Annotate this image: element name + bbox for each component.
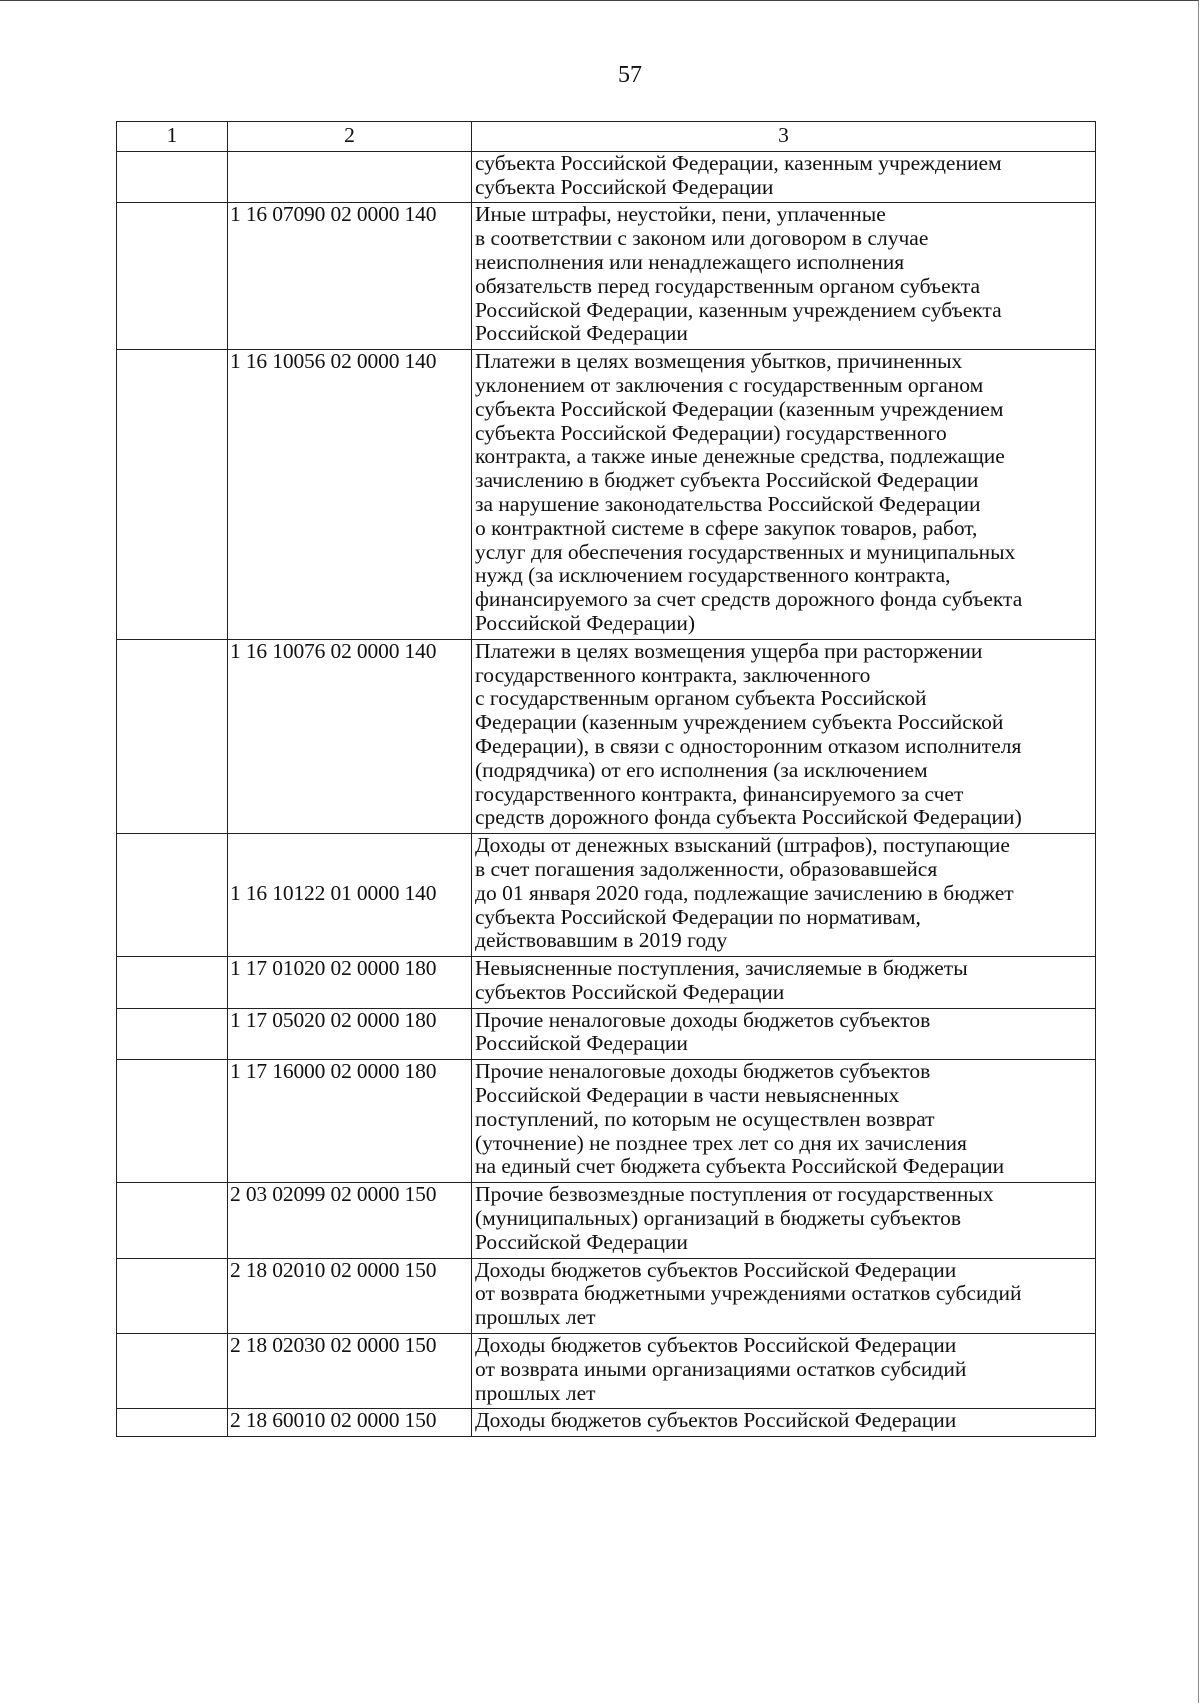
row-number-cell <box>117 1183 228 1258</box>
row-number-cell <box>117 350 228 640</box>
description-line: нужд (за исключением государственного контракта, <box>475 563 951 588</box>
table-row <box>117 1258 1096 1333</box>
description-line: в счет погашения задолженности, образовавшейся <box>475 856 938 881</box>
income-description-cell <box>472 1183 1096 1258</box>
budget-code-cell: 2 18 02010 02 0000 150 <box>228 1258 472 1333</box>
row-number-cell <box>117 834 228 957</box>
income-description-cell <box>472 1008 1096 1060</box>
table-row <box>117 639 1096 833</box>
table-header-row <box>117 122 1096 152</box>
description-line: (муниципальных) организаций в бюджеты субъектов <box>475 1206 962 1231</box>
budget-code-cell: 1 17 05020 02 0000 180 <box>228 1008 472 1060</box>
description-line: Иные штрафы, неустойки, пени, уплаченные <box>475 202 886 227</box>
table-row <box>117 834 1096 957</box>
row-number-cell <box>117 957 228 1009</box>
description-line: контракта, а также иные денежные средства, подлежащие <box>475 444 1005 469</box>
budget-code-cell: 2 18 60010 02 0000 150 <box>228 1409 472 1437</box>
row-number-cell <box>117 151 228 203</box>
description-line: в соответствии с законом или договором в случае <box>475 226 929 251</box>
table-body <box>117 151 1096 1436</box>
description-line: субъектов Российской Федерации <box>475 979 785 1004</box>
description-line: (подрядчика) от его исполнения (за исключением <box>475 757 928 782</box>
description-line: обязательств перед государственным органом субъекта <box>475 273 981 298</box>
income-description-cell <box>472 1258 1096 1333</box>
description-line: Федерации (казенным учреждением субъекта Российской <box>475 710 1004 735</box>
income-description-cell <box>472 834 1096 957</box>
budget-code-cell: 2 03 02099 02 0000 150 <box>228 1183 472 1258</box>
description-line: Российской Федерации, казенным учреждением субъекта <box>475 297 1002 322</box>
row-number-cell <box>117 1334 228 1409</box>
table-row <box>117 151 1096 203</box>
description-line: субъекта Российской Федерации) государственного <box>475 420 947 445</box>
row-number-cell <box>117 1008 228 1060</box>
description-line: действовавшим в 2019 году <box>475 928 728 953</box>
description-line: до 01 января 2020 года, подлежащие зачислению в бюджет <box>475 880 1014 905</box>
description-line: Прочие неналоговые доходы бюджетов субъектов <box>475 1007 931 1032</box>
description-line: от возврата бюджетными учреждениями остатков субсидий <box>475 1281 1022 1306</box>
description-line: субъекта Российской Федерации <box>475 174 774 199</box>
row-number-cell <box>117 1258 228 1333</box>
description-line: государственного контракта, заключенного <box>475 662 871 687</box>
description-line: Доходы бюджетов субъектов Российской Федерации <box>475 1333 957 1358</box>
description-line: Российской Федерации <box>475 321 688 346</box>
description-line: от возврата иными организациями остатков субсидий <box>475 1356 967 1381</box>
description-line: Российской Федерации в части невыясненных <box>475 1083 900 1108</box>
budget-code-table <box>116 121 1096 1437</box>
description-line: Прочие безвозмездные поступления от государственных <box>475 1182 994 1207</box>
description-line: субъекта Российской Федерации, казенным учреждением <box>475 150 1002 175</box>
description-line: поступлений, по которым не осуществлен возврат <box>475 1106 935 1131</box>
description-line: Федерации), в связи с односторонним отказом исполнителя <box>475 733 1022 758</box>
row-number-cell <box>117 1060 228 1183</box>
column-header-3: 3 <box>472 122 1096 152</box>
description-line: о контрактной системе в сфере закупок товаров, работ, <box>475 515 978 540</box>
table-row <box>117 1334 1096 1409</box>
income-description-cell <box>472 350 1096 640</box>
description-line: за нарушение законодательства Российской Федерации <box>475 491 981 516</box>
description-line: Российской Федерации <box>475 1031 688 1056</box>
description-line: Невыясненные поступления, зачисляемые в бюджеты <box>475 956 968 981</box>
budget-code-cell: 1 16 10056 02 0000 140 <box>228 350 472 640</box>
description-line: Российской Федерации) <box>475 610 696 635</box>
budget-code-cell: 1 17 16000 02 0000 180 <box>228 1060 472 1183</box>
description-line: услуг для обеспечения государственных и муниципальных <box>475 539 1016 564</box>
description-line: Прочие неналоговые доходы бюджетов субъектов <box>475 1059 931 1084</box>
income-description-cell <box>472 639 1096 833</box>
description-line: Платежи в целях возмещения ущерба при расторжении <box>475 638 983 663</box>
row-number-cell <box>117 639 228 833</box>
description-line: государственного контракта, финансируемого за счет <box>475 781 964 806</box>
description-line: Доходы от денежных взысканий (штрафов), поступающие <box>475 833 1010 858</box>
row-number-cell <box>117 1409 228 1437</box>
description-line: Российской Федерации <box>475 1229 688 1254</box>
budget-code-cell <box>228 151 472 203</box>
description-line: Доходы бюджетов субъектов Российской Федерации <box>475 1408 957 1433</box>
description-line: прошлых лет <box>475 1380 596 1405</box>
description-line: неисполнения или ненадлежащего исполнения <box>475 249 905 274</box>
description-line: на единый счет бюджета субъекта Российской Федерации <box>475 1154 1005 1179</box>
budget-code-cell: 1 17 01020 02 0000 180 <box>228 957 472 1009</box>
row-number-cell <box>117 203 228 350</box>
budget-code-cell: 1 16 10076 02 0000 140 <box>228 639 472 833</box>
table-row <box>117 350 1096 640</box>
budget-code-cell: 1 16 07090 02 0000 140 <box>228 203 472 350</box>
budget-code-cell: 1 16 10122 01 0000 140 <box>228 834 472 957</box>
description-line: субъекта Российской Федерации по нормативам, <box>475 904 921 929</box>
column-header-1: 1 <box>117 122 228 152</box>
income-description-cell <box>472 151 1096 203</box>
table-row <box>117 203 1096 350</box>
table-row <box>117 1183 1096 1258</box>
description-line: финансируемого за счет средств дорожного фонда субъекта <box>475 587 1023 612</box>
table-row <box>117 957 1096 1009</box>
table-row <box>117 1409 1096 1437</box>
description-line: (уточнение) не позднее трех лет со дня их зачисления <box>475 1130 967 1155</box>
description-line: с государственным органом субъекта Российской <box>475 686 927 711</box>
income-description-cell <box>472 1334 1096 1409</box>
income-description-cell <box>472 203 1096 350</box>
table-row <box>117 1060 1096 1183</box>
description-line: уклонением от заключения с государственным органом <box>475 372 984 397</box>
description-line: средств дорожного фонда субъекта Российской Федерации) <box>475 805 1022 830</box>
description-line: прошлых лет <box>475 1305 596 1330</box>
description-line: Доходы бюджетов субъектов Российской Федерации <box>475 1257 957 1282</box>
table-row <box>117 1008 1096 1060</box>
description-line: зачислению в бюджет субъекта Российской Федерации <box>475 468 979 493</box>
column-header-2: 2 <box>228 122 472 152</box>
income-description-cell <box>472 957 1096 1009</box>
income-description-cell <box>472 1060 1096 1183</box>
description-line: Платежи в целях возмещения убытков, причиненных <box>475 349 963 374</box>
description-line: субъекта Российской Федерации (казенным учреждением <box>475 396 1004 421</box>
income-description-cell <box>472 1409 1096 1437</box>
page-number: 57 <box>618 62 642 88</box>
budget-code-cell: 2 18 02030 02 0000 150 <box>228 1334 472 1409</box>
